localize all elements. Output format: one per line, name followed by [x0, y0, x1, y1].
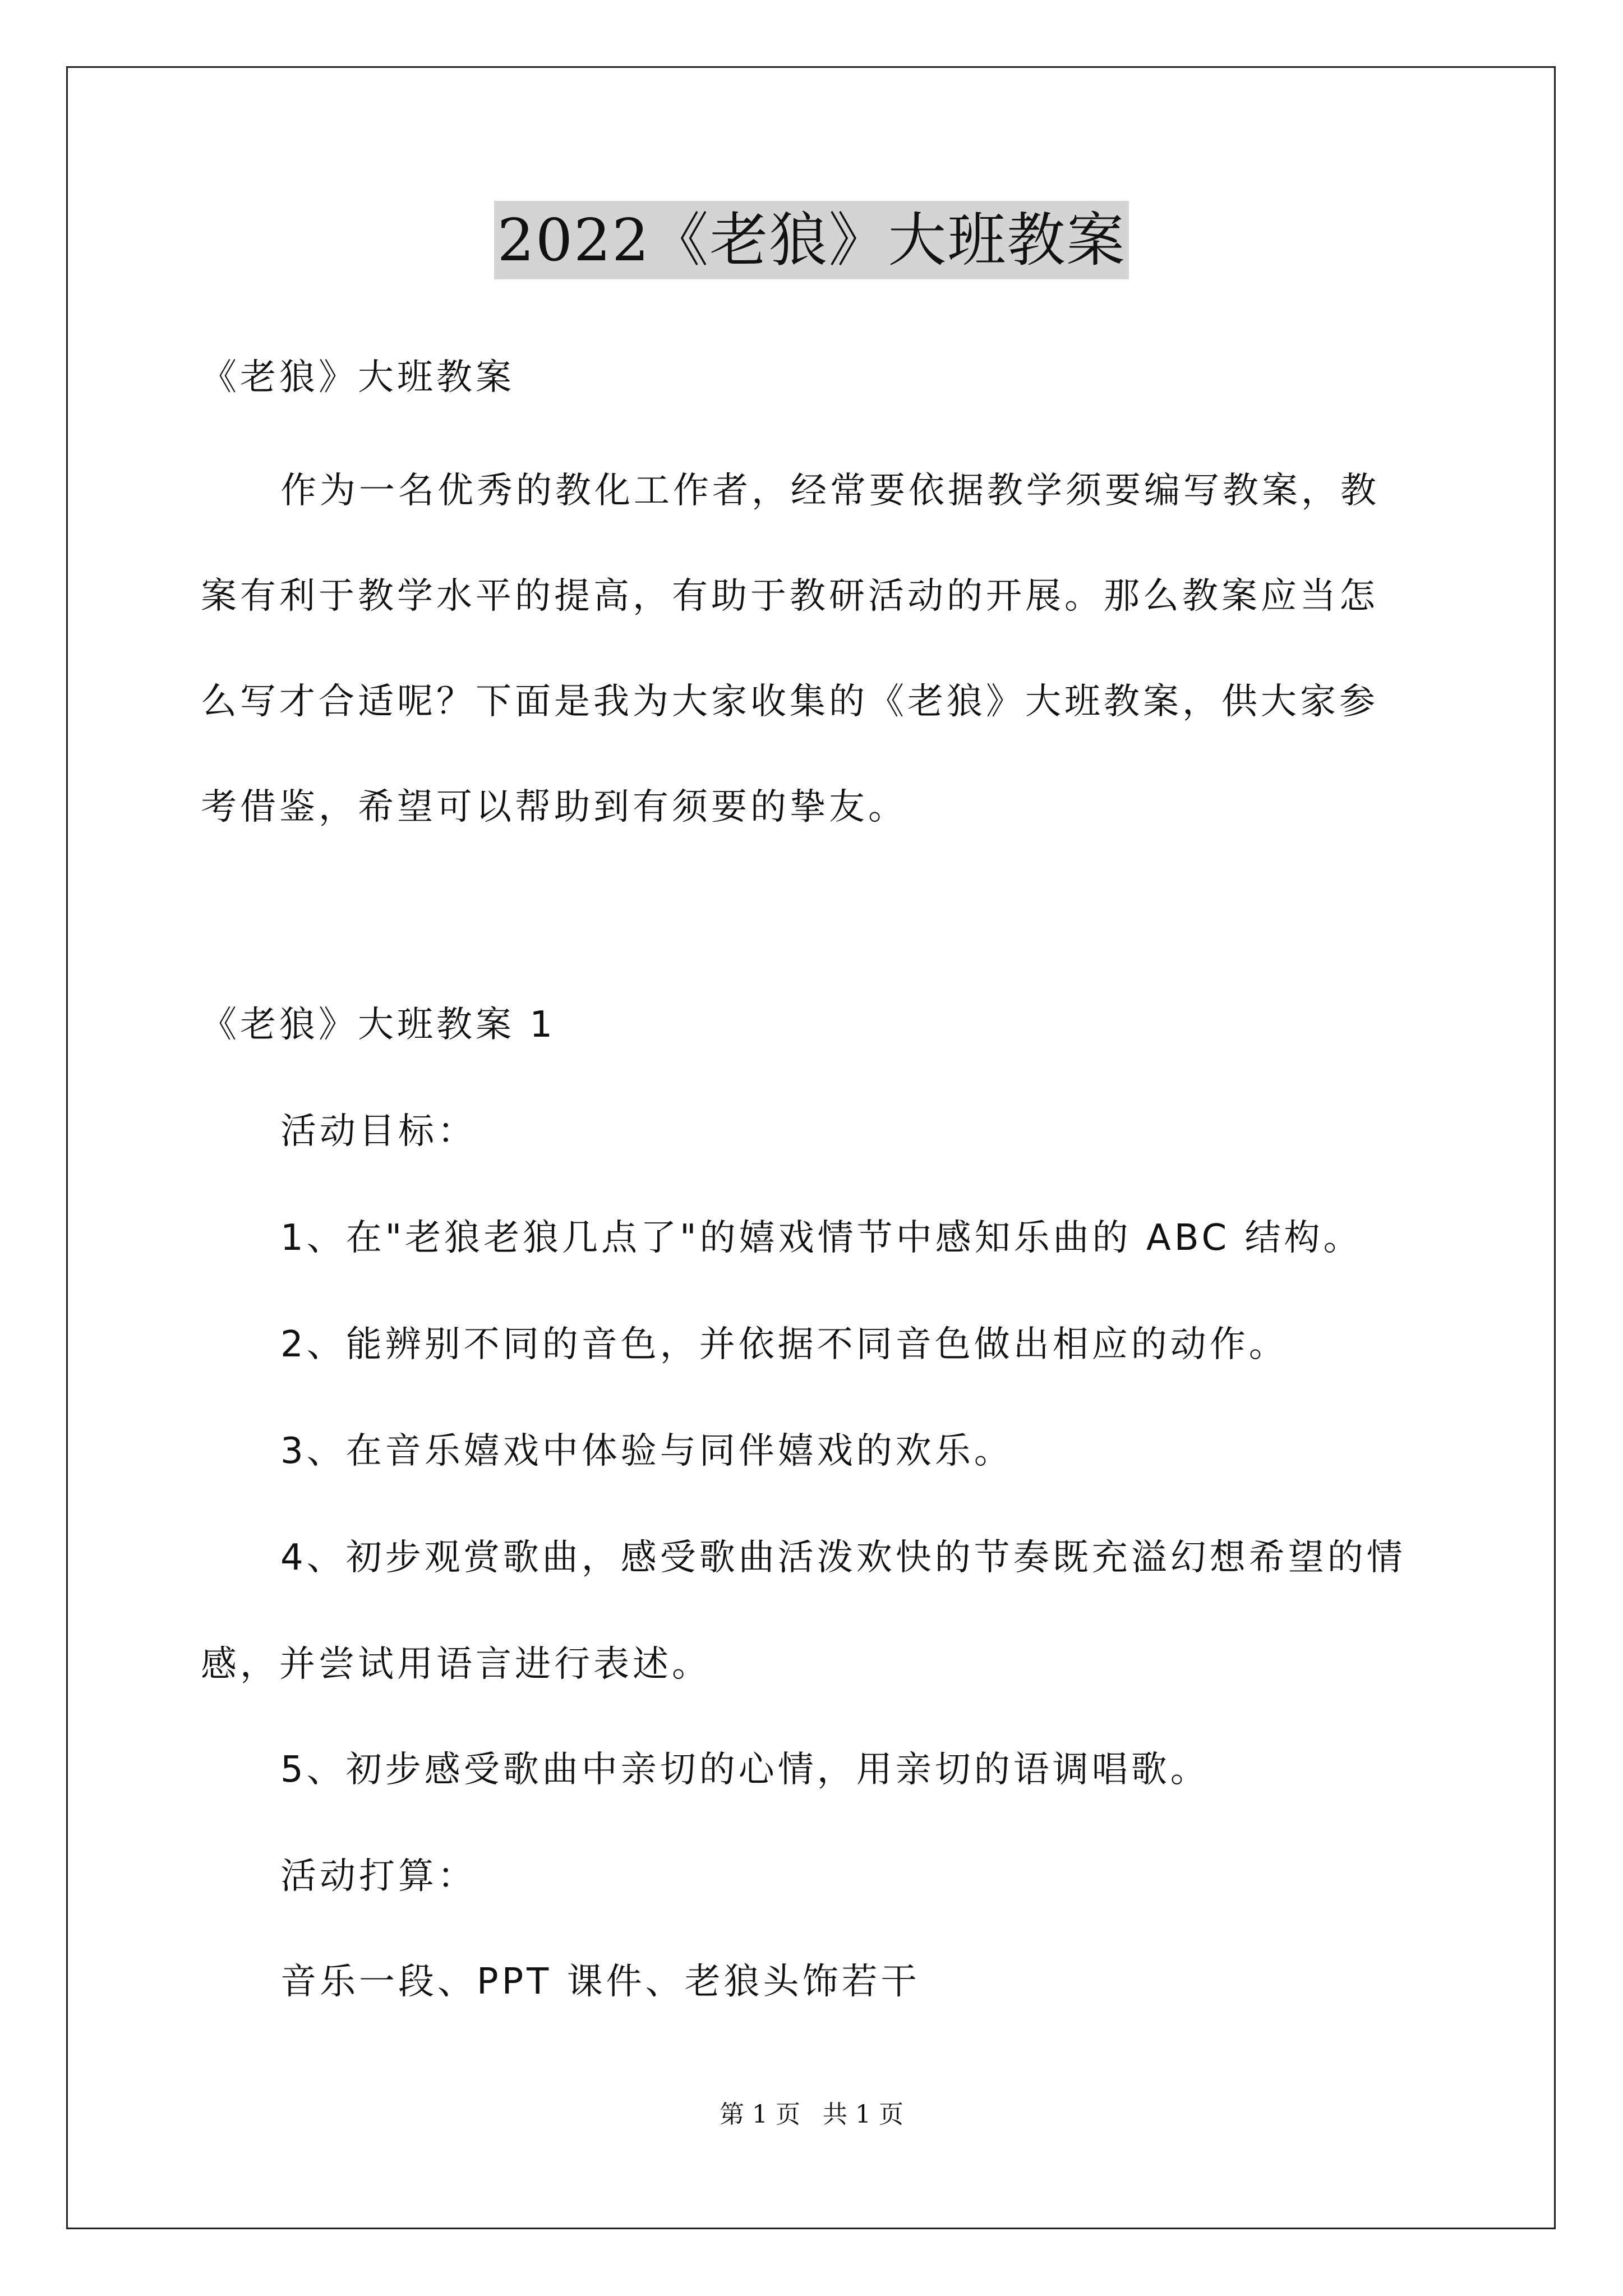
title-container	[0, 201, 1623, 279]
intro-line-2: 案有利于教学水平的提高，有助于教研活动的开展。那么教案应当怎	[201, 576, 1378, 617]
intro-line-4: 考借鉴，希望可以帮助到有须要的挚友。	[201, 786, 907, 828]
goal-item-5: 5、初步感受歌曲中亲切的心情，用亲切的语调唱歌。	[280, 1749, 1210, 1791]
document-subtitle: 《老狼》大班教案	[201, 357, 515, 398]
intro-line-3: 么写才合适呢？下面是我为大家收集的《老狼》大班教案，供大家参	[201, 681, 1378, 723]
preparation-label: 活动打算：	[280, 1856, 477, 1897]
document-title: 2022《老狼》大班教案	[494, 201, 1129, 279]
intro-paragraph	[201, 464, 1435, 886]
goal-item-1: 1、在"老狼老狼几点了"的嬉戏情节中感知乐曲的 ABC 结构。	[280, 1217, 1363, 1259]
goal-item-4-line-2: 感，并尝试用语言进行表述。	[201, 1644, 711, 1685]
section-heading: 《老狼》大班教案 1	[201, 1004, 556, 1046]
goal-item-2: 2、能辨别不同的音色，并依据不同音色做出相应的动作。	[280, 1324, 1288, 1365]
intro-line-1: 作为一名优秀的教化工作者，经常要依据教学须要编写教案，教	[280, 470, 1380, 512]
goal-item-3: 3、在音乐嬉戏中体验与同伴嬉戏的欢乐。	[280, 1430, 1013, 1472]
goals-label: 活动目标：	[280, 1111, 477, 1152]
page-footer	[0, 2098, 1623, 2132]
preparation-items: 音乐一段、PPT 课件、老狼头饰若干	[280, 1961, 920, 2003]
goal-item-4-line-1: 4、初步观赏歌曲，感受歌曲活泼欢快的节奏既充溢幻想希望的情	[280, 1537, 1406, 1579]
page-number: 第 1 页	[720, 2100, 800, 2129]
page-total: 共 1 页	[823, 2100, 903, 2129]
